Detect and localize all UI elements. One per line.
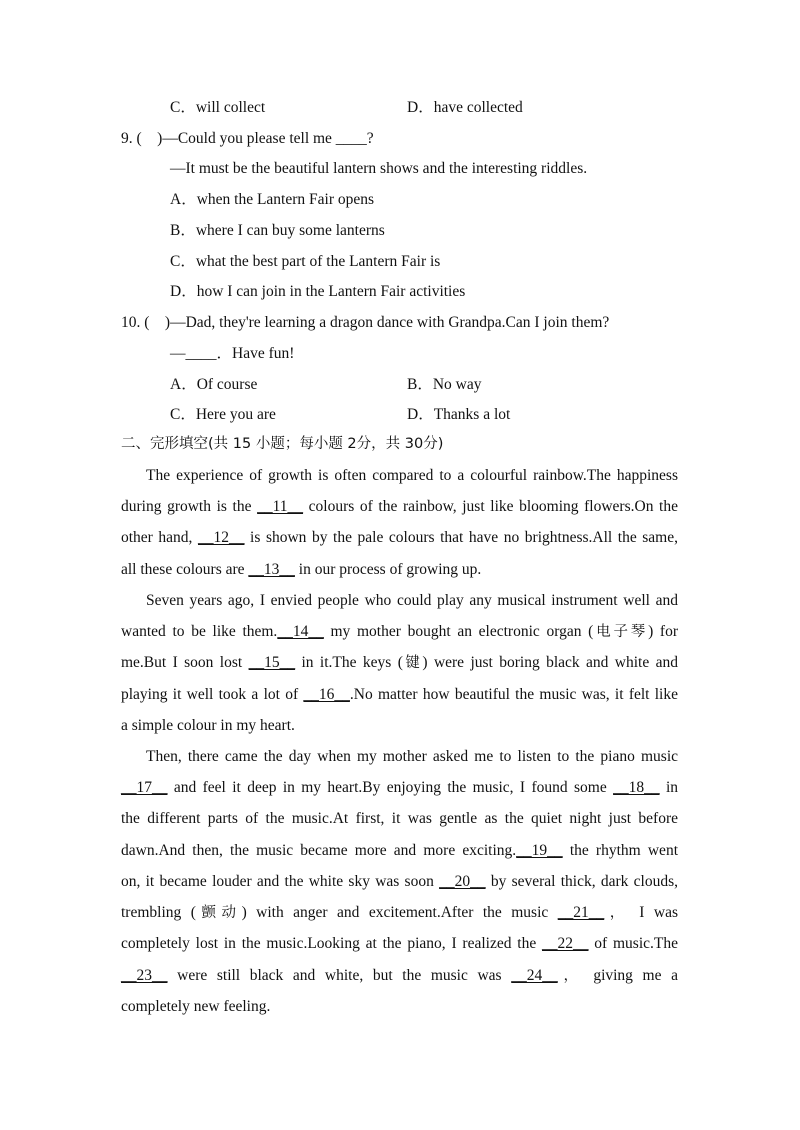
passage-p1-line-1: The experience of growth is often compared to a colourful rainbow.The happiness [146, 467, 678, 484]
passage-p3-line-1: Then, there came the day when my mother asked me to listen to the piano music [146, 748, 678, 765]
blank-13: __13__ [248, 561, 295, 578]
gloss-keys: 键 [402, 655, 423, 671]
q9-option-d: D．how I can join in the Lantern Fair activities [170, 283, 466, 300]
passage-p2-line-3: me.But I soon lost __15__ in it.The keys (键) were just boring black and white and [121, 654, 678, 671]
passage-p2-line-4: playing it well took a lot of __16__.No matter how beautiful the music was, it felt like [121, 686, 678, 703]
section-heading-cloze: 二、完形填空(共 15 小题；每小题 2分，共 30分) [121, 436, 444, 452]
q9-reply: —It must be the beautiful lantern shows and the interesting riddles. [170, 160, 588, 177]
blank-20: __20__ [439, 873, 486, 890]
blank-11: __11__ [257, 498, 304, 515]
q10-option-d: D．Thanks a lot [407, 406, 511, 423]
q9-option-b: B．where I can buy some lanterns [170, 222, 385, 239]
gloss-trembling: 颤动 [195, 905, 242, 921]
q8-option-c: C．will collect [170, 99, 266, 116]
passage-p3-line-2: __17__ and feel it deep in my heart.By enjoying the music, I found some __18__ in [121, 779, 679, 796]
passage-p3-line-9: completely new feeling. [121, 998, 271, 1015]
blank-24: __24__ [511, 967, 558, 984]
passage-p3-line-4: dawn.And then, the music became more and more exciting.__19__ the rhythm went [121, 842, 678, 859]
blank-15: __15__ [248, 654, 296, 671]
passage-p3-line-6: trembling (颤动) with anger and excitement.After the music __21__， I was [121, 904, 679, 921]
q10-option-a: A．Of course [170, 376, 258, 393]
blank-17: __17__ [121, 779, 168, 796]
q9-option-a: A．when the Lantern Fair opens [170, 191, 375, 208]
passage-p1-line-3: other hand, __12__ is shown by the pale colours that have no brightness.All the same, [121, 529, 678, 546]
q10-option-c: C．Here you are [170, 406, 276, 423]
passage-p2-line-2: wanted to be like them.__14__ my mother bought an electronic organ (电子琴) for [121, 623, 679, 640]
q9-option-c: C．what the best part of the Lantern Fair is [170, 253, 441, 270]
q10-stem: 10. ( )—Dad, they're learning a dragon dance with Grandpa.Can I join them? [121, 314, 610, 331]
q10-option-b: B．No way [407, 376, 482, 393]
blank-22: __22__ [542, 935, 589, 952]
q10-reply: —____．Have fun! [170, 345, 295, 362]
blank-12: __12__ [197, 529, 245, 546]
blank-18: __18__ [613, 779, 660, 796]
passage-p3-line-5: on, it became louder and the white sky was soon __20__ by several thick, dark clouds, [121, 873, 678, 890]
blank-23: __23__ [121, 967, 168, 984]
passage-p1-line-2: during growth is the __11__ colours of the rainbow, just like blooming flowers.On the [121, 498, 678, 515]
passage-p3-line-8: __23__ were still black and white, but the music was __24__， giving me a [121, 967, 678, 984]
q9-stem: 9. ( )—Could you please tell me ____? [121, 130, 374, 147]
blank-16: __16__ [303, 686, 350, 703]
gloss-electronic-organ: 电子琴 [593, 624, 649, 640]
blank-19: __19__ [516, 842, 563, 859]
q8-option-d: D．have collected [407, 99, 523, 116]
blank-14: __14__ [277, 623, 324, 640]
blank-21: __21__ [557, 904, 605, 921]
passage-p3-line-7: completely lost in the music.Looking at the piano, I realized the __22__ of music.The [121, 935, 678, 952]
passage-p2-line-5: a simple colour in my heart. [121, 717, 295, 734]
passage-p1-line-4: all these colours are __13__ in our process of growing up. [121, 561, 482, 578]
passage-p3-line-3: the different parts of the music.At first, it was gentle as the quiet night just before [121, 810, 678, 827]
passage-p2-line-1: Seven years ago, I envied people who could play any musical instrument well and [146, 592, 678, 609]
